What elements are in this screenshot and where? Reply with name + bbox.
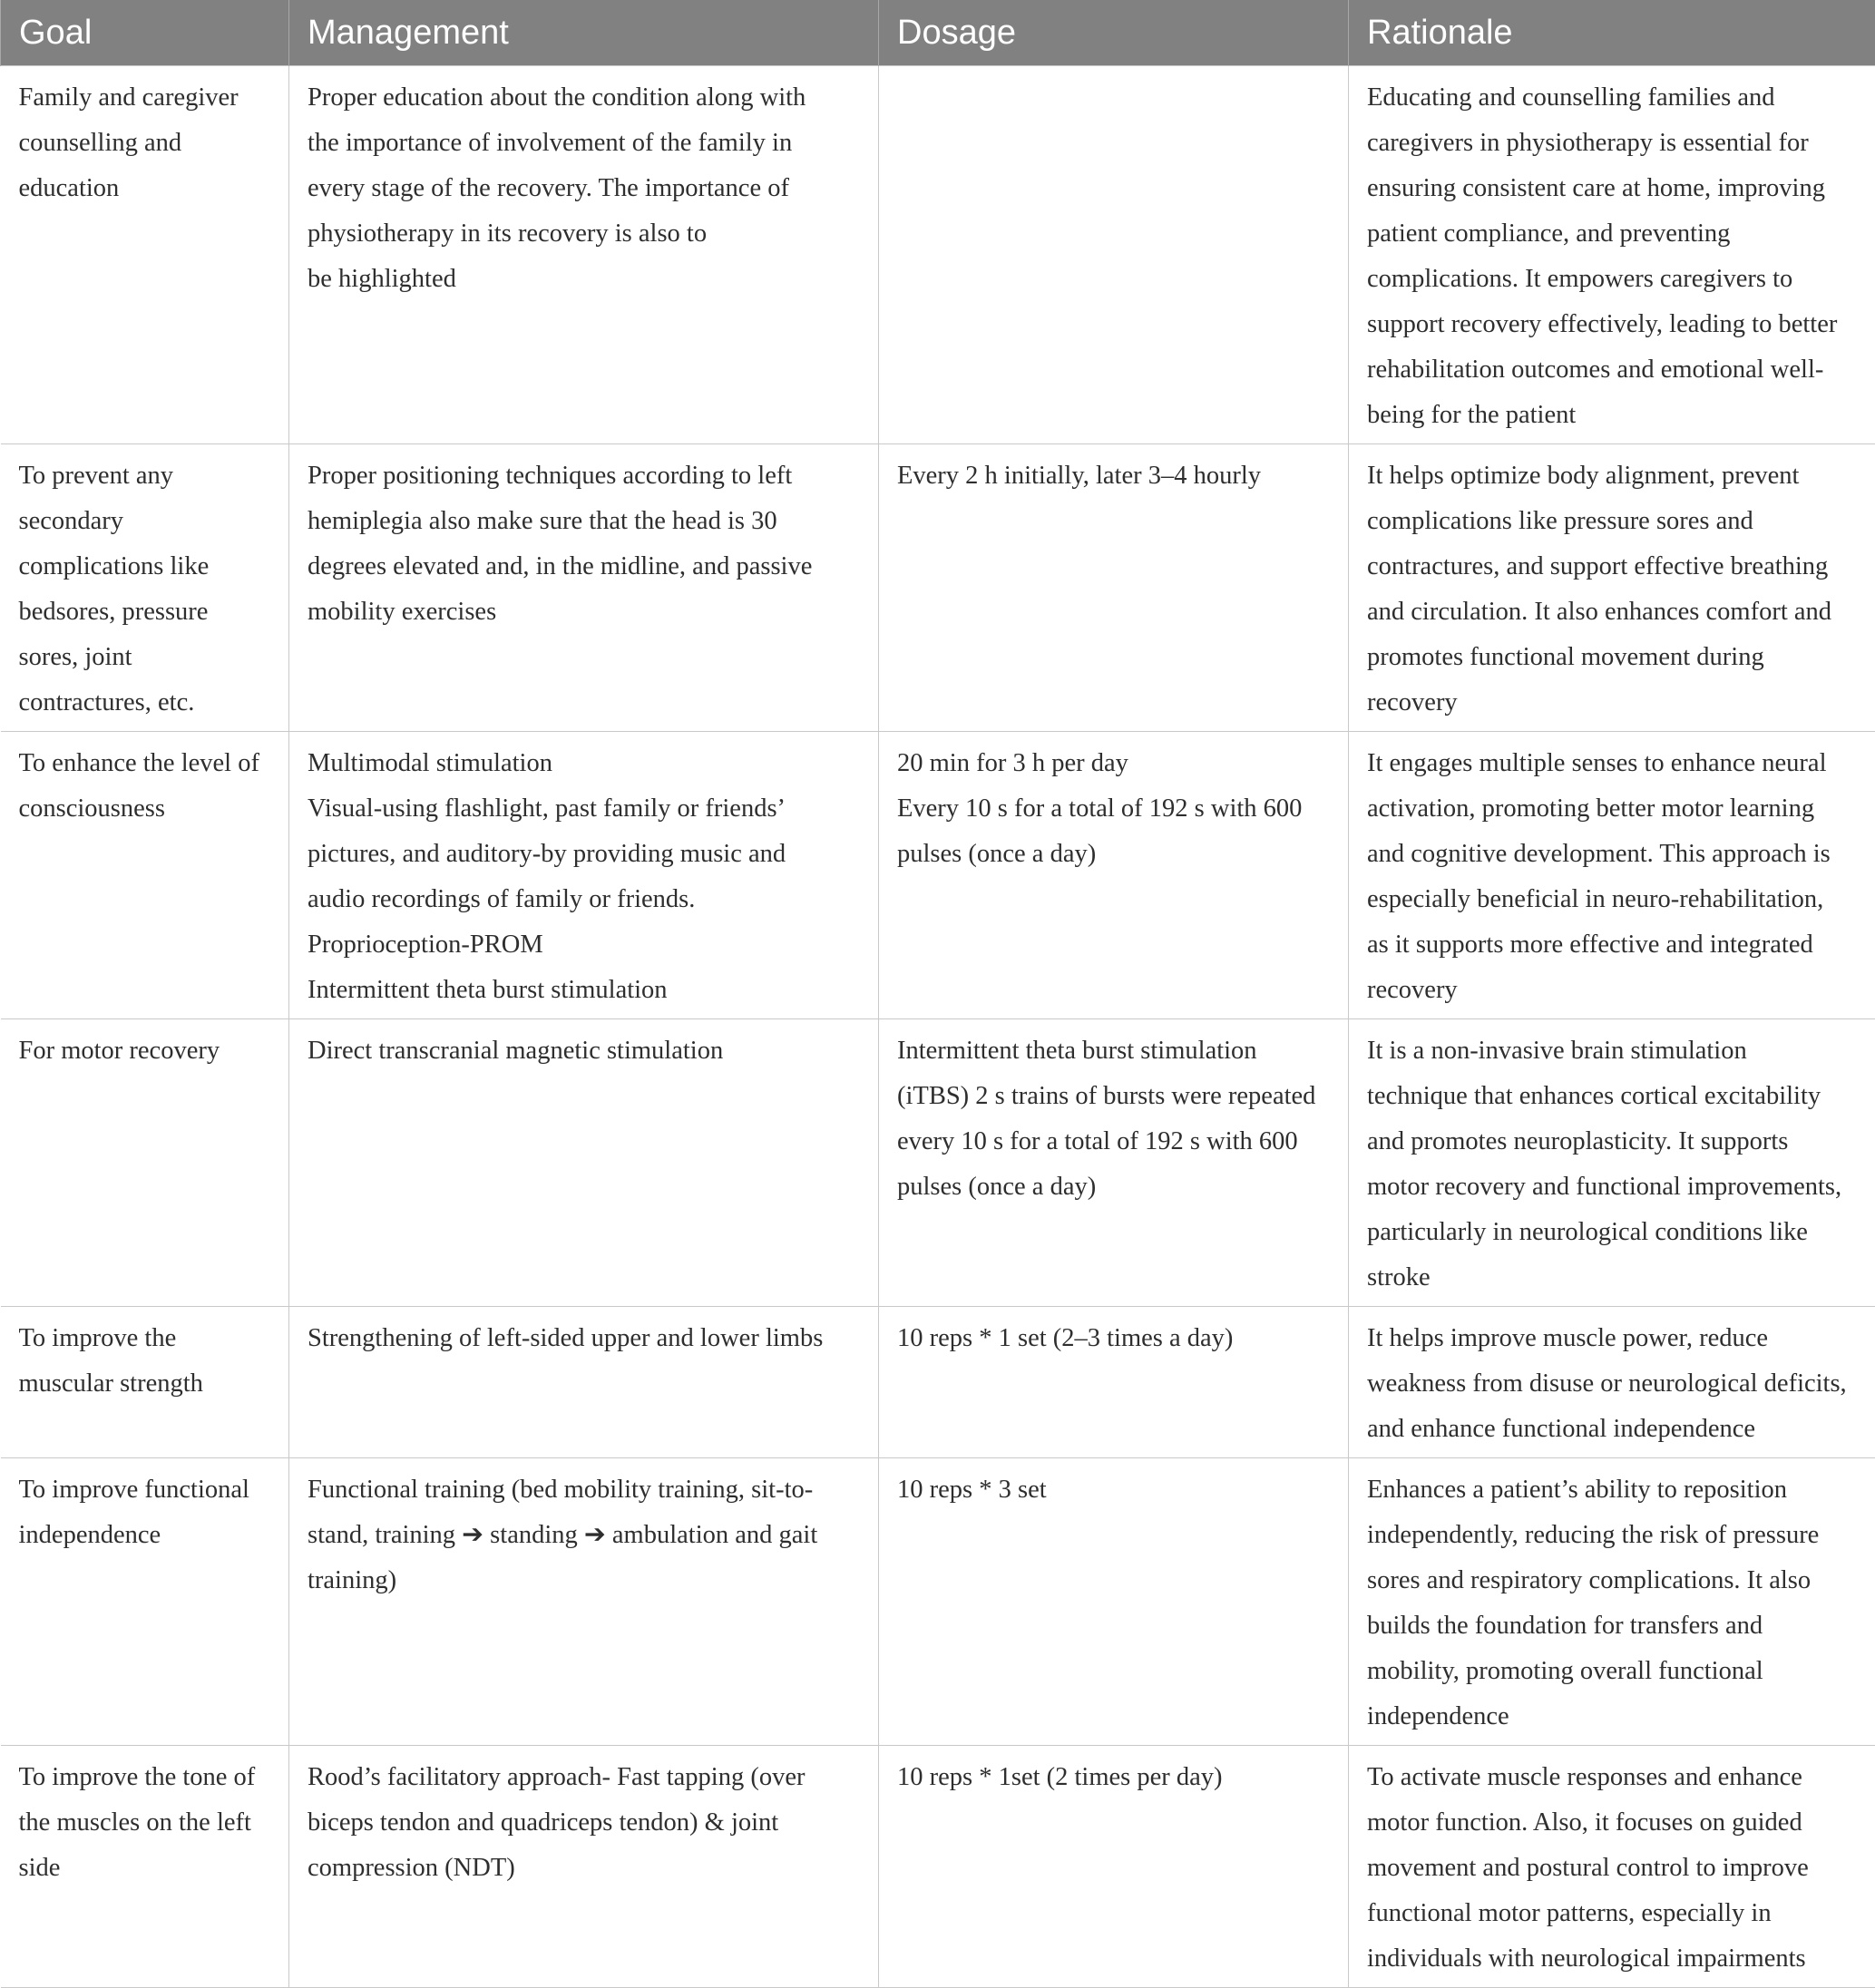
rationale-text: promotes functional movement during <box>1367 635 1858 680</box>
rationale-text: builds the foundation for transfers and <box>1367 1603 1858 1649</box>
dosage-text: 10 reps * 3 set <box>897 1467 1330 1513</box>
management-text: Visual-using flashlight, past family or friends’ <box>308 786 860 832</box>
header-dosage: Dosage <box>879 0 1349 66</box>
rationale-cell <box>1349 66 1875 444</box>
goal-text: contractures, etc. <box>19 680 271 726</box>
rationale-text: and circulation. It also enhances comfort and <box>1367 590 1858 635</box>
goal-cell <box>1 1458 289 1746</box>
management-text: mobility exercises <box>308 590 860 635</box>
header-management: Management <box>289 0 879 66</box>
rationale-cell <box>1349 732 1875 1019</box>
table-row <box>1 66 1875 444</box>
table-row <box>1 1746 1875 1988</box>
rationale-text: recovery <box>1367 680 1858 726</box>
management-cell <box>289 732 879 1019</box>
rationale-text: ensuring consistent care at home, improving <box>1367 166 1858 211</box>
header-goal: Goal <box>1 0 289 66</box>
management-text: Rood’s facilitatory approach- Fast tapping (over <box>308 1755 860 1800</box>
goal-text: education <box>19 166 271 211</box>
management-text: be highlighted <box>308 257 860 302</box>
management-text: audio recordings of family or friends. <box>308 877 860 922</box>
rationale-text: and cognitive development. This approach is <box>1367 832 1858 877</box>
goal-text: consciousness <box>19 786 271 832</box>
goal-text: To enhance the level of <box>19 741 271 786</box>
rationale-text: complications. It empowers caregivers to <box>1367 257 1858 302</box>
goal-text: To improve the tone of <box>19 1755 271 1800</box>
goal-text: For motor recovery <box>19 1028 271 1074</box>
management-text: Intermittent theta burst stimulation <box>308 968 860 1013</box>
dosage-text: pulses (once a day) <box>897 832 1330 877</box>
dosage-cell <box>879 1746 1349 1988</box>
rationale-text: caregivers in physiotherapy is essential for <box>1367 121 1858 166</box>
dosage-cell <box>879 1307 1349 1458</box>
goal-cell <box>1 1307 289 1458</box>
management-cell <box>289 1458 879 1746</box>
dosage-text: 10 reps * 1 set (2–3 times a day) <box>897 1316 1330 1361</box>
dosage-cell <box>879 732 1349 1019</box>
goal-cell <box>1 1746 289 1988</box>
rationale-text: support recovery effectively, leading to better <box>1367 302 1858 347</box>
rationale-text: technique that enhances cortical excitability <box>1367 1074 1858 1119</box>
rationale-cell <box>1349 1458 1875 1746</box>
rationale-text: particularly in neurological conditions like <box>1367 1210 1858 1255</box>
table-row <box>1 732 1875 1019</box>
rationale-text: independently, reducing the risk of pressure <box>1367 1513 1858 1558</box>
dosage-cell <box>879 66 1349 444</box>
management-text: Strengthening of left-sided upper and lower limbs <box>308 1316 860 1361</box>
rationale-cell <box>1349 1307 1875 1458</box>
rationale-text: contractures, and support effective breathing <box>1367 544 1858 590</box>
goal-cell <box>1 444 289 732</box>
rationale-text: and promotes neuroplasticity. It supports <box>1367 1119 1858 1165</box>
goal-text: muscular strength <box>19 1361 271 1407</box>
rationale-text: as it supports more effective and integrated <box>1367 922 1858 968</box>
header-row <box>1 0 1875 66</box>
goal-text: bedsores, pressure <box>19 590 271 635</box>
rationale-cell <box>1349 1019 1875 1307</box>
management-cell <box>289 66 879 444</box>
header-rationale: Rationale <box>1349 0 1875 66</box>
goal-cell <box>1 732 289 1019</box>
management-cell <box>289 1307 879 1458</box>
rationale-cell <box>1349 1746 1875 1988</box>
rationale-text: motor function. Also, it focuses on guided <box>1367 1800 1858 1846</box>
management-text: degrees elevated and, in the midline, and passive <box>308 544 860 590</box>
goal-text: the muscles on the left <box>19 1800 271 1846</box>
rationale-text: It engages multiple senses to enhance neural <box>1367 741 1858 786</box>
dosage-text: 20 min for 3 h per day <box>897 741 1330 786</box>
management-text: every stage of the recovery. The importance of <box>308 166 860 211</box>
table-row <box>1 1307 1875 1458</box>
table-row <box>1 1458 1875 1746</box>
management-text: biceps tendon and quadriceps tendon) & joint <box>308 1800 860 1846</box>
rationale-text: It helps improve muscle power, reduce <box>1367 1316 1858 1361</box>
goal-text: side <box>19 1846 271 1891</box>
goal-text: independence <box>19 1513 271 1558</box>
management-cell <box>289 444 879 732</box>
management-text: Functional training (bed mobility training, sit-to- <box>308 1467 860 1513</box>
goal-cell <box>1 1019 289 1307</box>
dosage-text: Every 2 h initially, later 3–4 hourly <box>897 453 1330 499</box>
goal-text: To prevent any <box>19 453 271 499</box>
management-text: hemiplegia also make sure that the head is 30 <box>308 499 860 544</box>
goal-cell <box>1 66 289 444</box>
rationale-text: Enhances a patient’s ability to reposition <box>1367 1467 1858 1513</box>
table-header <box>1 0 1875 66</box>
dosage-cell <box>879 1458 1349 1746</box>
rationale-cell <box>1349 444 1875 732</box>
rationale-text: rehabilitation outcomes and emotional well- <box>1367 347 1858 393</box>
rationale-text: It helps optimize body alignment, prevent <box>1367 453 1858 499</box>
management-text: physiotherapy in its recovery is also to <box>308 211 860 257</box>
management-text: Proper positioning techniques according to left <box>308 453 860 499</box>
table-row <box>1 1019 1875 1307</box>
dosage-cell <box>879 444 1349 732</box>
rationale-text: functional motor patterns, especially in <box>1367 1891 1858 1936</box>
rationale-text: individuals with neurological impairments <box>1367 1936 1858 1982</box>
rationale-text: weakness from disuse or neurological deficits, <box>1367 1361 1858 1407</box>
rationale-text: motor recovery and functional improvements, <box>1367 1165 1858 1210</box>
rationale-text: It is a non-invasive brain stimulation <box>1367 1028 1858 1074</box>
goal-text: Family and caregiver <box>19 75 271 121</box>
management-cell <box>289 1746 879 1988</box>
dosage-text: every 10 s for a total of 192 s with 600 <box>897 1119 1330 1165</box>
goal-text: sores, joint <box>19 635 271 680</box>
dosage-text: 10 reps * 1set (2 times per day) <box>897 1755 1330 1800</box>
table-body <box>1 66 1875 1988</box>
rationale-text: and enhance functional independence <box>1367 1407 1858 1452</box>
rationale-text: recovery <box>1367 968 1858 1013</box>
rationale-text: sores and respiratory complications. It also <box>1367 1558 1858 1603</box>
rationale-text: stroke <box>1367 1255 1858 1301</box>
dosage-text: Intermittent theta burst stimulation <box>897 1028 1330 1074</box>
rationale-text: movement and postural control to improve <box>1367 1846 1858 1891</box>
rationale-text: mobility, promoting overall functional <box>1367 1649 1858 1694</box>
rationale-text: especially beneficial in neuro-rehabilitation, <box>1367 877 1858 922</box>
dosage-cell <box>879 1019 1349 1307</box>
goal-text: To improve the <box>19 1316 271 1361</box>
dosage-text: (iTBS) 2 s trains of bursts were repeated <box>897 1074 1330 1119</box>
rationale-text: independence <box>1367 1694 1858 1740</box>
management-text: Multimodal stimulation <box>308 741 860 786</box>
management-text: stand, training ➔ standing ➔ ambulation and gait <box>308 1513 860 1558</box>
rationale-text: To activate muscle responses and enhance <box>1367 1755 1858 1800</box>
rationale-text: complications like pressure sores and <box>1367 499 1858 544</box>
goal-text: counselling and <box>19 121 271 166</box>
rationale-text: activation, promoting better motor learning <box>1367 786 1858 832</box>
goal-text: complications like <box>19 544 271 590</box>
table-row <box>1 444 1875 732</box>
management-text: Direct transcranial magnetic stimulation <box>308 1028 860 1074</box>
management-text: the importance of involvement of the family in <box>308 121 860 166</box>
management-text: Proper education about the condition along with <box>308 75 860 121</box>
management-text: pictures, and auditory-by providing music and <box>308 832 860 877</box>
dosage-text: pulses (once a day) <box>897 1165 1330 1210</box>
management-cell <box>289 1019 879 1307</box>
management-text: compression (NDT) <box>308 1846 860 1891</box>
management-text: Proprioception-PROM <box>308 922 860 968</box>
rationale-text: patient compliance, and preventing <box>1367 211 1858 257</box>
management-text: training) <box>308 1558 860 1603</box>
rationale-text: being for the patient <box>1367 393 1858 438</box>
goal-text: To improve functional <box>19 1467 271 1513</box>
dosage-text: Every 10 s for a total of 192 s with 600 <box>897 786 1330 832</box>
rationale-text: Educating and counselling families and <box>1367 75 1858 121</box>
goal-text: secondary <box>19 499 271 544</box>
